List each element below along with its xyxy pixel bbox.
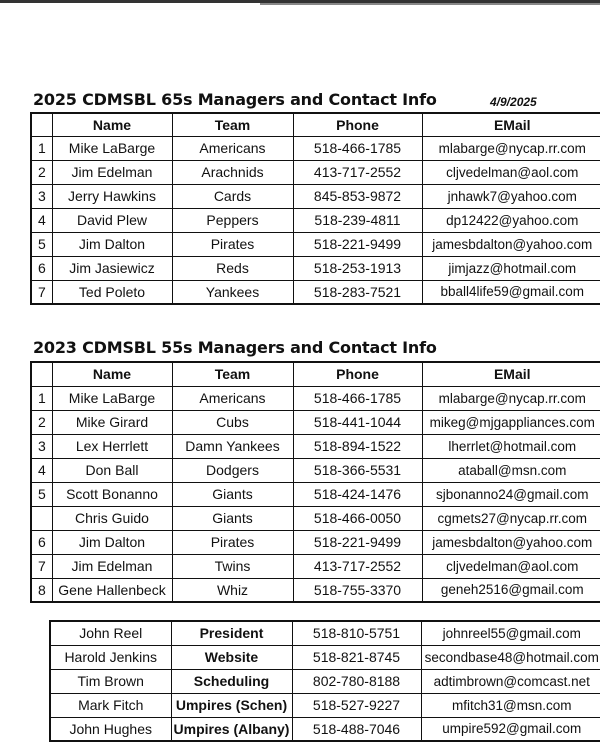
table-row [31, 208, 600, 232]
email-cell[interactable]: cljvedelman@aol.com [422, 554, 600, 578]
email-cell[interactable]: secondbase48@hotmail.com [421, 645, 600, 669]
table-row [31, 256, 600, 280]
col-header-num [31, 113, 52, 136]
team-cell: Cards [172, 184, 293, 208]
row-number-cell: 5 [31, 232, 52, 256]
phone-cell: 518-527-9227 [292, 693, 421, 717]
table-header-row [31, 113, 600, 136]
name-cell: Chris Guido [52, 506, 172, 530]
name-cell: John Reel [50, 621, 171, 645]
row-number-cell: 2 [31, 160, 52, 184]
table-header-row [31, 362, 600, 386]
row-number-cell: 7 [31, 280, 52, 304]
name-cell: Jim Dalton [52, 232, 172, 256]
email-cell[interactable]: sjbonanno24@gmail.com [422, 482, 600, 506]
email-cell[interactable]: mikeg@mjgappliances.com [422, 410, 600, 434]
email-cell[interactable]: jamesbdalton@yahoo.com [422, 232, 600, 256]
table-row [31, 458, 600, 482]
name-cell: Harold Jenkins [50, 645, 171, 669]
phone-cell: 518-424-1476 [293, 482, 422, 506]
col-header-team: Team [172, 362, 293, 386]
name-cell: Jim Edelman [52, 160, 172, 184]
name-cell: David Plew [52, 208, 172, 232]
section1-title: 2025 CDMSBL 65s Managers and Contact Info [33, 90, 437, 109]
name-cell: Lex Herrlett [52, 434, 172, 458]
email-cell[interactable]: mlabarge@nycap.rr.com [422, 136, 600, 160]
row-number-cell: 6 [31, 256, 52, 280]
email-cell[interactable]: ataball@msn.com [422, 458, 600, 482]
table-row [31, 530, 600, 554]
phone-cell: 518-221-9499 [293, 232, 422, 256]
table-row [31, 506, 600, 530]
col-header-name: Name [52, 113, 172, 136]
phone-cell: 413-717-2552 [293, 160, 422, 184]
role-cell: Website [171, 645, 292, 669]
col-header-name: Name [52, 362, 172, 386]
email-cell[interactable]: mlabarge@nycap.rr.com [422, 386, 600, 410]
team-cell: Cubs [172, 410, 293, 434]
team-cell: Yankees [172, 280, 293, 304]
team-cell: Americans [172, 136, 293, 160]
phone-cell: 518-366-5531 [293, 458, 422, 482]
phone-cell: 518-283-7521 [293, 280, 422, 304]
team-cell: Dodgers [172, 458, 293, 482]
section2-title: 2023 CDMSBL 55s Managers and Contact Info [33, 338, 437, 357]
table-row [31, 280, 600, 304]
name-cell: Mike LaBarge [52, 386, 172, 410]
team-cell: Damn Yankees [172, 434, 293, 458]
phone-cell: 518-221-9499 [293, 530, 422, 554]
team-cell: Pirates [172, 530, 293, 554]
email-cell[interactable]: jamesbdalton@yahoo.com [422, 530, 600, 554]
table-row [31, 482, 600, 506]
col-header-email: EMail [422, 113, 600, 136]
table-row [31, 160, 600, 184]
email-cell[interactable]: lherrlet@hotmail.com [422, 434, 600, 458]
section1-date: 4/9/2025 [490, 95, 537, 109]
phone-cell: 518-466-1785 [293, 136, 422, 160]
managers-65s-table [30, 112, 600, 305]
table-row [50, 645, 600, 669]
phone-cell: 518-755-3370 [293, 578, 422, 602]
table-row [50, 717, 600, 741]
row-number-cell: 7 [31, 554, 52, 578]
name-cell: Gene Hallenbeck [52, 578, 172, 602]
phone-cell: 518-466-0050 [293, 506, 422, 530]
team-cell: Arachnids [172, 160, 293, 184]
col-header-num [31, 362, 52, 386]
scan-edge-top-shadow [260, 3, 600, 5]
row-number-cell: 6 [31, 530, 52, 554]
role-cell: Umpires (Schen) [171, 693, 292, 717]
phone-cell: 518-821-8745 [292, 645, 421, 669]
phone-cell: 802-780-8188 [292, 669, 421, 693]
table-row [31, 136, 600, 160]
role-cell: President [171, 621, 292, 645]
table-row [31, 232, 600, 256]
row-number-cell: 2 [31, 410, 52, 434]
role-cell: Scheduling [171, 669, 292, 693]
phone-cell: 518-810-5751 [292, 621, 421, 645]
team-cell: Twins [172, 554, 293, 578]
email-cell[interactable]: cljvedelman@aol.com [422, 160, 600, 184]
name-cell: Don Ball [52, 458, 172, 482]
table-row [50, 693, 600, 717]
name-cell: Jim Dalton [52, 530, 172, 554]
table-row [31, 434, 600, 458]
phone-cell: 518-239-4811 [293, 208, 422, 232]
name-cell: Tim Brown [50, 669, 171, 693]
email-cell[interactable]: johnreel55@gmail.com [421, 621, 600, 645]
row-number-cell: 3 [31, 184, 52, 208]
email-cell[interactable]: geneh2516@gmail.com [422, 578, 600, 602]
row-number-cell: 4 [31, 458, 52, 482]
row-number-cell: 8 [31, 578, 52, 602]
team-cell: Whiz [172, 578, 293, 602]
col-header-phone: Phone [293, 113, 422, 136]
table-row [31, 410, 600, 434]
row-number-cell [31, 506, 52, 530]
email-cell[interactable]: dp12422@yahoo.com [422, 208, 600, 232]
phone-cell: 518-441-1044 [293, 410, 422, 434]
table-row [50, 669, 600, 693]
row-number-cell: 4 [31, 208, 52, 232]
row-number-cell: 5 [31, 482, 52, 506]
role-cell: Umpires (Albany) [171, 717, 292, 741]
email-cell[interactable]: jnhawk7@yahoo.com [422, 184, 600, 208]
table-row [31, 386, 600, 410]
email-cell[interactable]: mfitch31@msn.com [421, 693, 600, 717]
email-cell[interactable]: jimjazz@hotmail.com [422, 256, 600, 280]
managers-55s-table [30, 361, 600, 603]
name-cell: Mark Fitch [50, 693, 171, 717]
phone-cell: 845-853-9872 [293, 184, 422, 208]
table-row [31, 554, 600, 578]
col-header-team: Team [172, 113, 293, 136]
email-cell[interactable]: adtimbrown@comcast.net [421, 669, 600, 693]
phone-cell: 413-717-2552 [293, 554, 422, 578]
name-cell: Jerry Hawkins [52, 184, 172, 208]
name-cell: John Hughes [50, 717, 171, 741]
phone-cell: 518-894-1522 [293, 434, 422, 458]
team-cell: Pirates [172, 232, 293, 256]
name-cell: Mike LaBarge [52, 136, 172, 160]
name-cell: Jim Edelman [52, 554, 172, 578]
name-cell: Ted Poleto [52, 280, 172, 304]
phone-cell: 518-488-7046 [292, 717, 421, 741]
col-header-email: EMail [422, 362, 600, 386]
phone-cell: 518-466-1785 [293, 386, 422, 410]
email-cell[interactable]: umpire592@gmail.com [421, 717, 600, 741]
team-cell: Peppers [172, 208, 293, 232]
table-row [50, 621, 600, 645]
name-cell: Scott Bonanno [52, 482, 172, 506]
team-cell: Reds [172, 256, 293, 280]
officers-table [49, 620, 600, 742]
row-number-cell: 1 [31, 386, 52, 410]
row-number-cell: 3 [31, 434, 52, 458]
email-cell[interactable]: bball4life59@gmail.com [422, 280, 600, 304]
name-cell: Jim Jasiewicz [52, 256, 172, 280]
phone-cell: 518-253-1913 [293, 256, 422, 280]
table-row [31, 578, 600, 602]
row-number-cell: 1 [31, 136, 52, 160]
team-cell: Americans [172, 386, 293, 410]
col-header-phone: Phone [293, 362, 422, 386]
email-cell[interactable]: cgmets27@nycap.rr.com [422, 506, 600, 530]
team-cell: Giants [172, 482, 293, 506]
table-row [31, 184, 600, 208]
team-cell: Giants [172, 506, 293, 530]
name-cell: Mike Girard [52, 410, 172, 434]
